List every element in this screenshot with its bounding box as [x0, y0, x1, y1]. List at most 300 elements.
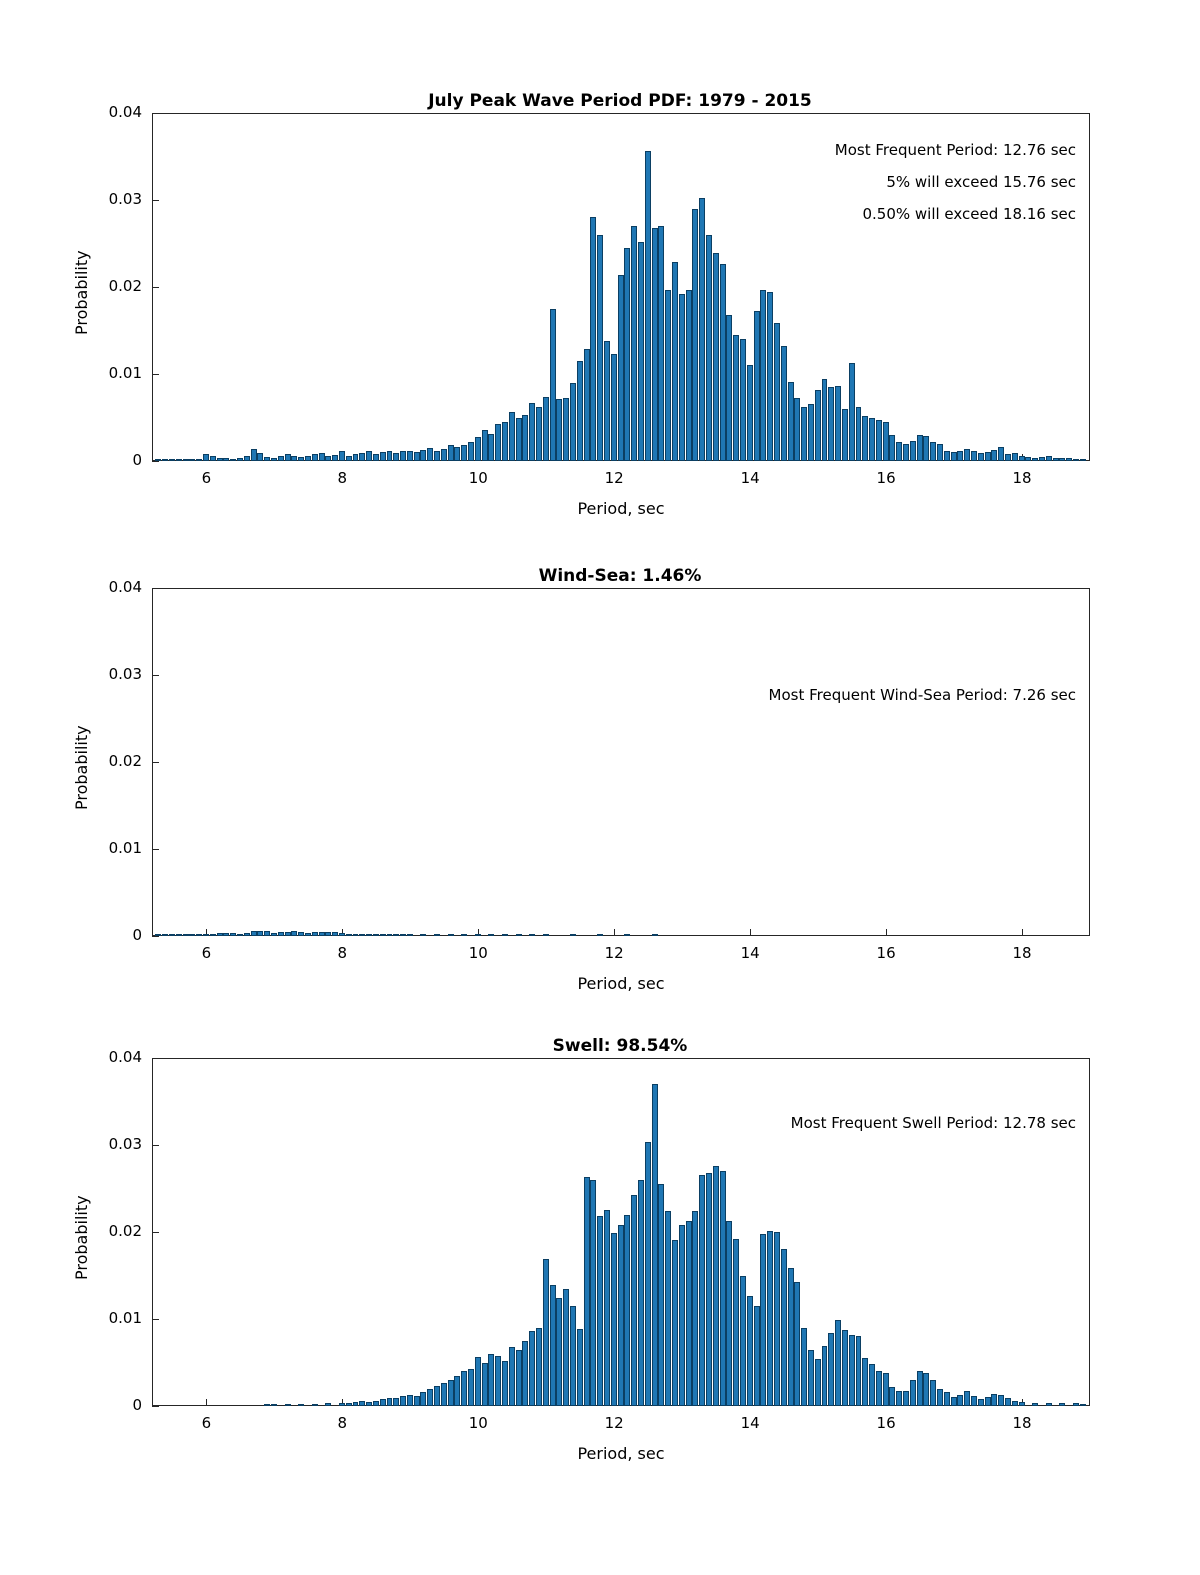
bar: [285, 454, 291, 461]
bar: [842, 1330, 848, 1406]
bar: [985, 452, 991, 461]
bar: [903, 1391, 909, 1406]
bar: [896, 1391, 902, 1406]
bar: [774, 323, 780, 461]
bar: [475, 437, 481, 461]
y-tick-label: 0.04: [108, 578, 142, 596]
bar: [169, 934, 175, 936]
bar: [169, 459, 175, 461]
bar: [393, 934, 399, 936]
bar: [665, 290, 671, 461]
bar: [788, 382, 794, 461]
bar: [482, 430, 488, 461]
bar: [414, 452, 420, 461]
bar: [794, 1282, 800, 1406]
plot-area-3: [0, 1030, 1200, 1520]
bar: [461, 934, 467, 936]
bar: [509, 412, 515, 461]
bar: [305, 456, 311, 461]
bar: [611, 1233, 617, 1406]
x-tick-label: 14: [740, 469, 760, 487]
bar: [223, 933, 229, 936]
bar: [815, 1359, 821, 1406]
bar: [380, 452, 386, 461]
bar: [1080, 459, 1086, 461]
y-tick-label: 0.03: [108, 665, 142, 683]
bar: [189, 459, 195, 461]
bar: [930, 1380, 936, 1406]
bar: [563, 398, 569, 462]
plot-area-2: [0, 560, 1200, 1050]
bar: [556, 1298, 562, 1406]
bar: [305, 933, 311, 936]
bar: [631, 226, 637, 461]
bar: [706, 1173, 712, 1406]
bar: [393, 453, 399, 461]
bar: [434, 934, 440, 936]
panel-title: July Peak Wave Period PDF: 1979 - 2015: [428, 91, 812, 111]
bar: [998, 447, 1004, 461]
y-tick-label: 0.03: [108, 190, 142, 208]
y-tick-mark: [152, 461, 159, 462]
bar: [917, 1371, 923, 1406]
bar: [366, 934, 372, 936]
bar: [189, 934, 195, 936]
bar: [985, 1397, 991, 1406]
bar: [550, 1285, 556, 1406]
bar: [917, 435, 923, 461]
bar: [420, 1392, 426, 1406]
bar: [672, 262, 678, 461]
bar: [889, 435, 895, 461]
y-tick-label: 0.02: [108, 1222, 142, 1240]
bar: [461, 445, 467, 461]
y-tick-label: 0.01: [108, 839, 142, 857]
bar: [556, 399, 562, 461]
bar: [862, 416, 868, 461]
bar: [951, 452, 957, 461]
bar: [937, 1389, 943, 1406]
bar: [482, 1363, 488, 1406]
bar: [400, 1396, 406, 1406]
bar: [380, 934, 386, 936]
bar: [278, 456, 284, 461]
bar: [747, 1296, 753, 1406]
bar: [624, 1215, 630, 1406]
bar: [529, 934, 535, 936]
x-tick-label: 12: [604, 469, 624, 487]
bar: [658, 1184, 664, 1406]
bar: [577, 361, 583, 461]
x-tick-label: 14: [740, 1414, 760, 1432]
bar: [285, 1404, 291, 1406]
bar: [196, 934, 202, 936]
bar: [720, 264, 726, 461]
y-tick-label: 0.02: [108, 277, 142, 295]
y-tick-mark: [152, 936, 159, 937]
bar: [407, 451, 413, 461]
bar: [760, 1234, 766, 1406]
bar: [1073, 1403, 1079, 1406]
bar: [1053, 458, 1059, 461]
bar: [312, 454, 318, 461]
bar: [298, 1404, 304, 1406]
bar: [373, 454, 379, 461]
bar: [801, 1328, 807, 1406]
bar: [332, 455, 338, 461]
bar: [801, 407, 807, 461]
bar: [991, 450, 997, 461]
bar: [733, 335, 739, 461]
bar: [339, 933, 345, 936]
bar: [359, 453, 365, 461]
bar: [597, 934, 603, 936]
bar: [217, 458, 223, 461]
x-tick-label: 6: [201, 944, 212, 962]
bar: [876, 1371, 882, 1406]
y-axis-label-3: Probability: [72, 1195, 91, 1280]
x-tick-label: 6: [201, 1414, 212, 1432]
bar: [516, 1350, 522, 1406]
annotation-1-1: Most Frequent Period: 12.76 sec: [834, 141, 1076, 159]
bar: [767, 1231, 773, 1406]
y-tick-label: 0.01: [108, 1309, 142, 1327]
bar: [210, 934, 216, 936]
x-tick-label: 8: [337, 469, 348, 487]
bar: [298, 932, 304, 936]
bar: [543, 397, 549, 461]
bar: [856, 1336, 862, 1406]
bar: [516, 934, 522, 936]
bar: [638, 1180, 644, 1406]
bar: [604, 1210, 610, 1406]
bar: [264, 931, 270, 936]
bar: [563, 1289, 569, 1406]
bar: [346, 1403, 352, 1406]
bar: [923, 436, 929, 461]
bar: [754, 1306, 760, 1406]
bar: [1012, 453, 1018, 461]
bar: [366, 1402, 372, 1406]
x-axis-label-1: Period, sec: [577, 499, 665, 518]
bar: [903, 444, 909, 461]
bar: [441, 449, 447, 461]
bar: [454, 1376, 460, 1406]
bar: [407, 934, 413, 936]
bar: [339, 451, 345, 461]
bar: [346, 934, 352, 936]
bar: [740, 1276, 746, 1407]
bar: [488, 434, 494, 461]
bar: [733, 1239, 739, 1406]
bar: [944, 451, 950, 461]
bar: [271, 1404, 277, 1406]
bar: [910, 441, 916, 461]
bar: [740, 339, 746, 461]
bar: [1046, 456, 1052, 461]
bar: [353, 1402, 359, 1406]
annotation-1-3: 0.50% will exceed 18.16 sec: [862, 205, 1076, 223]
bar: [692, 1211, 698, 1406]
bar: [747, 365, 753, 461]
bar: [645, 151, 651, 461]
bar: [896, 442, 902, 461]
bar: [522, 1341, 528, 1406]
bar: [889, 1387, 895, 1406]
bar: [427, 1389, 433, 1406]
bar: [196, 459, 202, 461]
bar: [923, 1373, 929, 1406]
bar: [353, 454, 359, 461]
bar: [822, 1346, 828, 1406]
x-tick-label: 10: [468, 469, 488, 487]
bar: [251, 931, 257, 936]
bar: [1080, 1404, 1086, 1406]
bar: [488, 1354, 494, 1406]
bar-series: [152, 113, 1090, 461]
bar: [387, 934, 393, 936]
bar: [427, 448, 433, 461]
bar: [210, 456, 216, 461]
bar: [325, 1403, 331, 1406]
bar: [774, 1232, 780, 1406]
bar: [937, 444, 943, 461]
bar: [162, 934, 168, 936]
bar: [815, 390, 821, 461]
x-tick-label: 16: [876, 1414, 896, 1432]
bar: [502, 934, 508, 936]
bar: [1019, 456, 1025, 461]
bar: [319, 932, 325, 936]
bar: [1073, 459, 1079, 461]
bar: [203, 934, 209, 936]
x-tick-label: 12: [604, 1414, 624, 1432]
x-tick-label: 16: [876, 469, 896, 487]
bar: [849, 363, 855, 461]
bar: [400, 451, 406, 461]
bar: [271, 933, 277, 936]
bar: [536, 407, 542, 461]
bar: [781, 346, 787, 461]
panel-wind-sea: [0, 560, 1200, 1050]
bar: [529, 403, 535, 461]
bar: [522, 415, 528, 461]
bar: [434, 1386, 440, 1406]
bar: [475, 1357, 481, 1406]
bar: [597, 235, 603, 461]
bar: [686, 290, 692, 461]
bar: [971, 1396, 977, 1406]
bar: [1032, 1403, 1038, 1406]
x-axis-label-2: Period, sec: [577, 974, 665, 993]
bar: [536, 1328, 542, 1406]
bar: [869, 418, 875, 462]
bar: [828, 387, 834, 461]
bar: [679, 294, 685, 461]
bar: [957, 1395, 963, 1406]
bar: [325, 456, 331, 461]
bar: [808, 404, 814, 461]
bar: [1025, 457, 1031, 461]
x-tick-label: 16: [876, 944, 896, 962]
bar: [529, 1331, 535, 1406]
bar: [217, 933, 223, 936]
bar: [944, 1392, 950, 1406]
bar: [285, 932, 291, 936]
x-tick-label: 18: [1012, 469, 1032, 487]
bar: [930, 442, 936, 461]
bar: [835, 1320, 841, 1406]
bar: [964, 449, 970, 461]
bar: [251, 449, 257, 461]
bar: [1012, 1401, 1018, 1406]
bar: [781, 1249, 787, 1406]
bar: [570, 383, 576, 461]
bar: [1039, 457, 1045, 461]
bar: [230, 933, 236, 936]
bar: [794, 398, 800, 461]
bar: [720, 1171, 726, 1406]
bar: [1059, 458, 1065, 461]
bar: [862, 1358, 868, 1406]
bar: [359, 934, 365, 936]
bar: [223, 458, 229, 461]
bar: [658, 226, 664, 461]
bar: [597, 1216, 603, 1406]
bar: [828, 1333, 834, 1406]
bar: [618, 1225, 624, 1406]
bar: [835, 386, 841, 461]
annotation-1-2: 5% will exceed 15.76 sec: [886, 173, 1076, 191]
y-axis-label-1: Probability: [72, 250, 91, 335]
bar: [869, 1364, 875, 1406]
bar: [699, 1175, 705, 1406]
bar: [978, 453, 984, 461]
x-tick-label: 10: [468, 1414, 488, 1432]
annotation-3-1: Most Frequent Swell Period: 12.78 sec: [790, 1114, 1076, 1132]
bar: [319, 453, 325, 461]
y-tick-mark: [152, 1406, 159, 1407]
bar: [726, 1221, 732, 1406]
bar: [162, 459, 168, 461]
bar: [679, 1225, 685, 1406]
y-tick-label: 0.02: [108, 752, 142, 770]
bar: [387, 1398, 393, 1406]
bar: [387, 451, 393, 461]
bar: [706, 235, 712, 461]
bar: [203, 454, 209, 461]
bar: [237, 458, 243, 461]
bar: [964, 1391, 970, 1406]
y-tick-label: 0.01: [108, 364, 142, 382]
bar: [577, 1329, 583, 1406]
bar: [230, 459, 236, 461]
bar: [624, 934, 630, 936]
y-tick-label: 0.03: [108, 1135, 142, 1153]
y-tick-label: 0.04: [108, 1048, 142, 1066]
bar: [699, 198, 705, 461]
bar: [155, 459, 161, 461]
bar: [767, 292, 773, 461]
bar: [1019, 1402, 1025, 1406]
bar: [495, 1356, 501, 1406]
bar: [468, 1369, 474, 1406]
bar: [312, 1404, 318, 1406]
bar: [373, 1401, 379, 1406]
bar: [1005, 454, 1011, 461]
bar: [686, 1221, 692, 1406]
bar: [448, 445, 454, 461]
bar: [618, 275, 624, 461]
y-tick-label: 0: [132, 451, 142, 469]
bar: [645, 1142, 651, 1406]
bar: [978, 1399, 984, 1406]
bar: [244, 456, 250, 461]
plot-area-1: [0, 85, 1200, 590]
bar: [502, 422, 508, 461]
bar: [652, 1084, 658, 1406]
bar: [665, 1211, 671, 1406]
x-tick-label: 8: [337, 944, 348, 962]
bar: [502, 1361, 508, 1406]
bar: [400, 934, 406, 936]
bar: [638, 242, 644, 461]
bar: [584, 1177, 590, 1406]
bar: [883, 1373, 889, 1406]
bar: [475, 934, 481, 936]
bar: [692, 209, 698, 461]
bar: [631, 1195, 637, 1406]
bar: [448, 934, 454, 936]
y-tick-label: 0: [132, 926, 142, 944]
bar: [951, 1397, 957, 1406]
bar: [264, 457, 270, 461]
bar: [461, 1371, 467, 1406]
bar: [237, 934, 243, 936]
bar: [312, 932, 318, 936]
bar: [883, 422, 889, 461]
bar: [570, 1306, 576, 1406]
bar: [842, 409, 848, 461]
bar: [176, 459, 182, 461]
bar: [346, 456, 352, 461]
bar: [910, 1380, 916, 1406]
bar: [509, 1347, 515, 1406]
bar: [543, 934, 549, 936]
bar: [278, 932, 284, 936]
y-axis-label-2: Probability: [72, 725, 91, 810]
bar: [407, 1395, 413, 1406]
bar: [264, 1404, 270, 1406]
y-tick-label: 0: [132, 1396, 142, 1414]
bar: [543, 1259, 549, 1406]
panel-title: Wind-Sea: 1.46%: [538, 566, 702, 586]
bar: [590, 217, 596, 461]
bar: [353, 934, 359, 936]
bar: [257, 453, 263, 461]
bar: [495, 424, 501, 461]
bar: [448, 1380, 454, 1406]
panel-title: Swell: 98.54%: [552, 1036, 688, 1056]
bar: [339, 1403, 345, 1406]
bar: [373, 934, 379, 936]
bar: [244, 933, 250, 936]
bar-series: [152, 588, 1090, 936]
bar: [998, 1395, 1004, 1406]
bar: [624, 248, 630, 461]
bar: [183, 934, 189, 936]
bar: [332, 932, 338, 936]
